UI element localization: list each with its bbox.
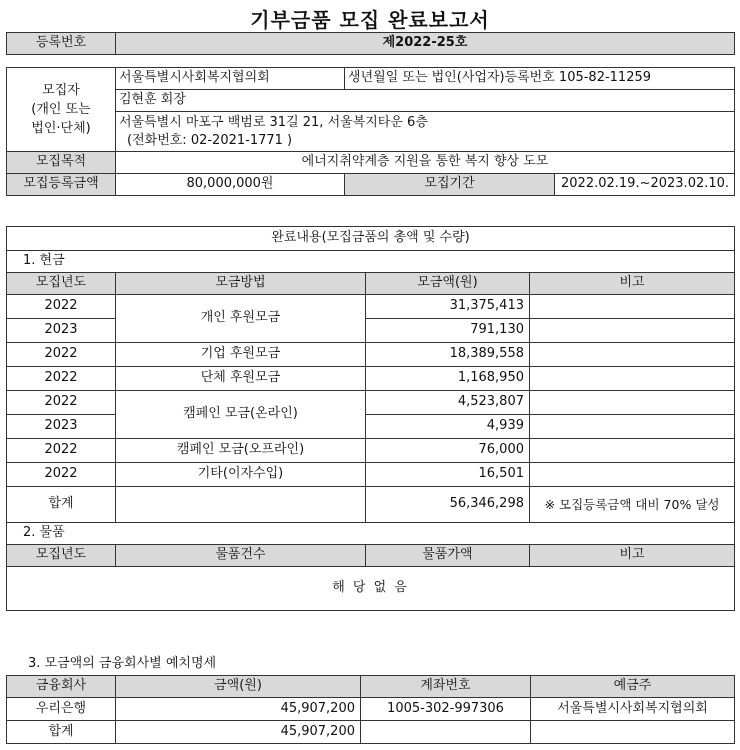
purpose-value: 에너지취약계층 지원을 통한 복지 향상 도모 [116,152,735,174]
cash-col-year: 모집년도 [7,273,116,295]
deposit-total-row [7,721,735,744]
table-row: 2022 기타(이자수입) 16,501 [7,463,735,487]
applicant-label: 모집자 (개인 또는 법인·단체) [7,68,116,152]
table-row: 2023 4,939 [7,415,735,439]
applicant-reg-number: 생년월일 또는 법인(사업자)등록번호 105-82-11259 [345,68,735,90]
completion-header: 완료내용(모집금품의 총액 및 수량) [7,227,735,251]
deposit-col-account: 계좌번호 [361,676,531,698]
cash-col-method: 모금방법 [116,273,366,295]
table-row: 2023 791,130 [7,319,735,343]
deposit-col-holder: 예금주 [531,676,735,698]
table-row: 2022 캠페인 모금(온라인) 4,523,807 [7,391,735,415]
deposit-section-title: 3. 모금액의 금융회사별 예치명세 [28,656,217,671]
cash-total-note: ※ 모집등록금액 대비 70% 달성 [530,487,735,523]
goods-section-title: 2. 물품 [7,523,735,545]
registered-amount-label: 모집등록금액 [7,174,116,196]
registration-number: 제2022-25호 [116,33,735,55]
cash-table [6,226,735,611]
registration-table [6,32,735,55]
cash-col-amount: 모금액(원) [366,273,530,295]
cash-col-note: 비고 [530,273,735,295]
deposit-total-label: 합계 [7,721,116,744]
table-row: 우리은행 45,907,200 1005-302-997306 서울특별시사회복지협의회 [7,698,735,721]
period-value: 2022.02.19.~2023.02.10. [555,174,735,196]
goods-col-year: 모집년도 [7,545,116,567]
table-row: 2022 단체 후원모금 1,168,950 [7,367,735,391]
applicant-org-name: 서울특별시사회복지협의회 [116,68,345,90]
goods-col-value: 물품가액 [366,545,530,567]
document-title: 기부금품 모집 완료보고서 [250,8,490,32]
cash-total-label: 합계 [7,487,116,523]
registered-amount-value: 80,000,000원 [116,174,345,196]
period-label: 모집기간 [345,174,555,196]
table-row: 2022 개인 후원모금 31,375,413 [7,295,735,319]
table-row: 2022 캠페인 모금(오프라인) 76,000 [7,439,735,463]
deposit-col-bank: 금융회사 [7,676,116,698]
cash-total-row [7,487,735,523]
goods-empty-message: 해 당 없 음 [7,567,735,611]
goods-col-count: 물품건수 [116,545,366,567]
applicant-address: 서울특별시 마포구 백범로 31길 21, 서울복지타운 6층 (전화번호: 02-2021-1771 ) [116,112,735,152]
applicant-representative: 김현훈 회장 [116,90,735,112]
applicant-table [6,67,735,196]
registration-label: 등록번호 [7,33,116,55]
purpose-label: 모집목적 [7,152,116,174]
deposit-total-amount: 45,907,200 [116,721,361,744]
applicant-phone: (전화번호: 02-2021-1771 ) [127,132,293,148]
cash-total-amount: 56,346,298 [366,487,530,523]
goods-col-note: 비고 [530,545,735,567]
deposit-table [6,675,735,744]
deposit-col-amount: 금액(원) [116,676,361,698]
cash-section-title: 1. 현금 [7,251,735,273]
table-row: 2022 기업 후원모금 18,389,558 [7,343,735,367]
